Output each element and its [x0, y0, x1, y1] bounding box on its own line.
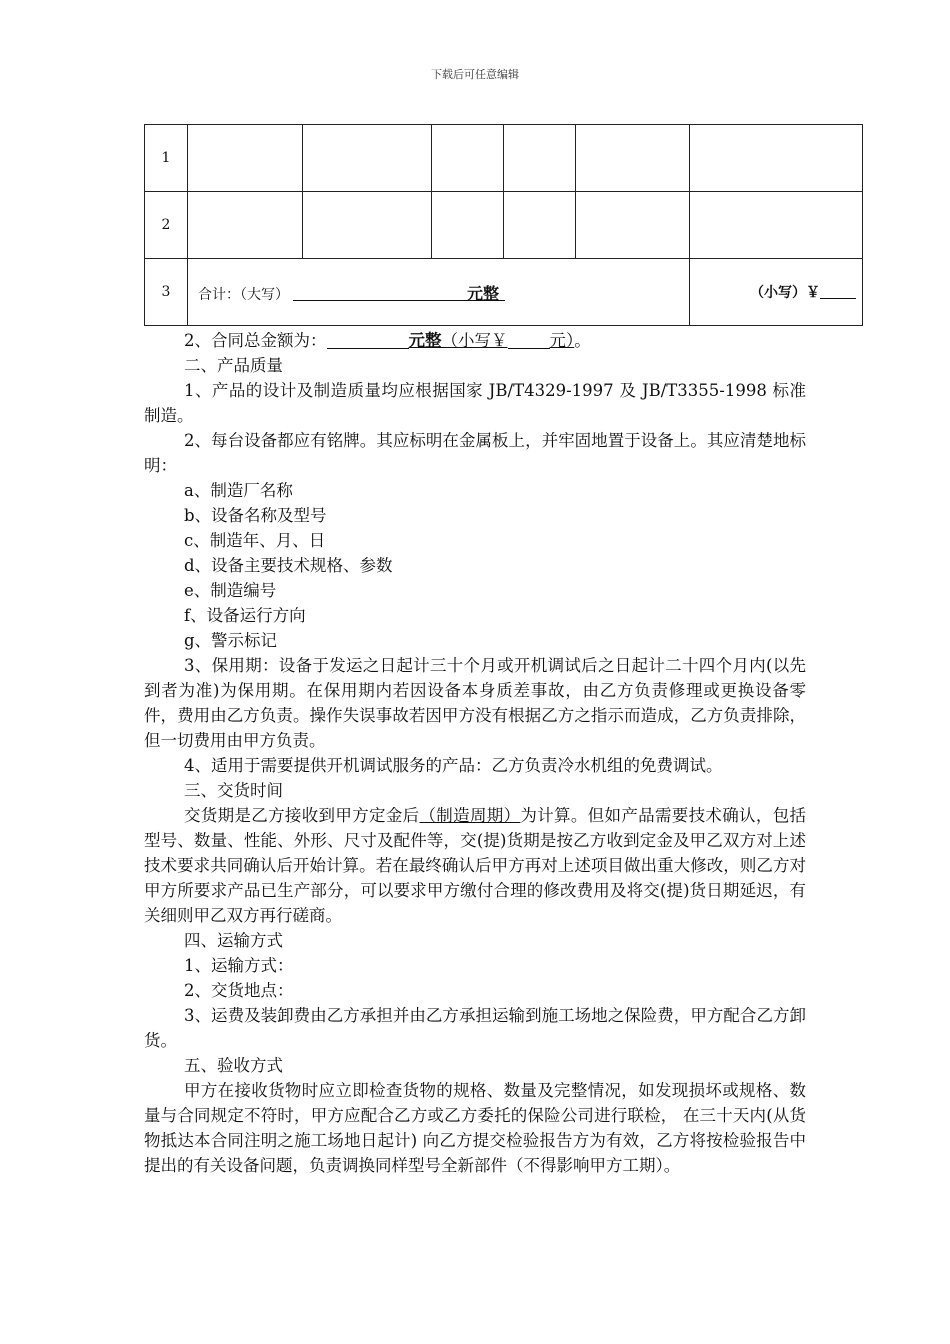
- table-row: [145, 125, 863, 192]
- table-cell: [188, 192, 303, 259]
- amount-small-label: （小写￥: [441, 331, 508, 350]
- list-item: 1、运输方式：: [184, 956, 294, 975]
- table-cell: [432, 192, 504, 259]
- list-item: 2、交货地点：: [184, 981, 294, 1000]
- list-item: b、设备名称及型号: [184, 506, 327, 525]
- table-cell: [576, 192, 690, 259]
- paragraph: 1、产品的设计及制造质量均应根据国家 JB/T4329-1997 及 JB/T3355-1998 标准制造。: [144, 381, 806, 425]
- delivery-period: （制造周期）: [419, 806, 521, 825]
- section-heading: 五、验收方式: [184, 1056, 283, 1075]
- paragraph: 3、保用期：设备于发运之日起计三十个月或开机调试后之日起计二十四个月内(以先到者为准)为保用期。在保用期内若因设备本身质差事故，由乙方负责修理或更换设备零件，费用由乙方负责。操作失误事故若因甲方没有根据乙方之指示而造成，乙方负责排除，但一切费用由甲方负责。: [144, 656, 806, 750]
- amount-unit: 元整: [408, 331, 442, 350]
- section-heading: 四、运输方式: [184, 931, 283, 950]
- table-cell: [690, 192, 863, 259]
- list-item: c、制造年、月、日: [184, 531, 326, 550]
- list-item: a、制造厂名称: [184, 481, 293, 500]
- amount-blank: [327, 332, 409, 349]
- total-amount-cell: [188, 259, 690, 326]
- row-number: 2: [145, 192, 188, 259]
- paragraph: [144, 803, 806, 928]
- total-amount-line: [144, 328, 806, 353]
- total-label: 合计：（大写）: [198, 286, 289, 303]
- total-amount-prefix: 2、合同总金额为：: [184, 331, 327, 350]
- table-cell: [576, 125, 690, 192]
- table-cell: [504, 125, 576, 192]
- contract-body: [144, 328, 806, 1178]
- delivery-text-a: 交货期是乙方接收到甲方定金后: [184, 806, 420, 825]
- paragraph: 4、适用于需要提供开机调试服务的产品：乙方负责冷水机组的免费调试。: [184, 756, 723, 775]
- section-heading: 三、交货时间: [184, 781, 283, 800]
- section-heading: 二、产品质量: [184, 356, 283, 375]
- table-cell: [690, 125, 863, 192]
- table-cell: [504, 192, 576, 259]
- list-item: e、制造编号: [184, 581, 277, 600]
- delivery-text-c: 为计算。但如产品需要技术确认，包括型号、数量、性能、外形、尺寸及配件等，交(提)货期是按乙方收到定金及甲乙双方对上述技术要求共同确认后开始计算。若在最终确认后甲方再对上述项目做出重大修改，则乙方对甲方所要求产品已生产部分，可以要求甲方缴付合理的修改费用及将交(提)货日期延迟，有关细则甲乙双方再行磋商。: [144, 806, 807, 925]
- page-header-note: 下载后可任意编辑: [431, 68, 519, 81]
- small-amount-cell: [690, 259, 863, 326]
- row-number: 3: [145, 259, 188, 326]
- table-row: [145, 192, 863, 259]
- total-unit: 元整: [467, 283, 500, 303]
- paragraph: 甲方在接收货物时应立即检查货物的规格、数量及完整情况，如发现损坏或规格、数量与合同规定不符时，甲方应配合乙方或乙方委托的保险公司进行联检， 在三十天内(从货物抵达本合同注明之施工场地日起计) 向乙方提交检验报告方为有效，乙方将按检验报告中提出的有关设备问题，负责调换同样型号全新部件（不得影响甲方工期）。: [144, 1081, 806, 1175]
- small-blank: [820, 284, 856, 299]
- list-item: d、设备主要技术规格、参数: [184, 556, 393, 575]
- row-number: 1: [145, 125, 188, 192]
- paragraph: 3、运费及装卸费由乙方承担并由乙方承担运输到施工场地之保险费，甲方配合乙方卸货。: [144, 1006, 806, 1050]
- table-row-total: [145, 259, 863, 326]
- table-cell: [303, 192, 432, 259]
- amount-yuan: 元）: [549, 331, 575, 350]
- small-label: （小写）￥: [750, 285, 820, 301]
- amount-end: 。: [574, 331, 591, 350]
- price-table: [144, 124, 863, 326]
- table-cell: [432, 125, 504, 192]
- list-item: f、设备运行方向: [184, 606, 306, 625]
- list-item: g、警示标记: [184, 631, 278, 650]
- amount-small-blank: [508, 332, 550, 349]
- paragraph: 2、每台设备都应有铭牌。其应标明在金属板上，并牢固地置于设备上。其应清楚地标明：: [144, 431, 806, 475]
- table-cell: [303, 125, 432, 192]
- table-cell: [188, 125, 303, 192]
